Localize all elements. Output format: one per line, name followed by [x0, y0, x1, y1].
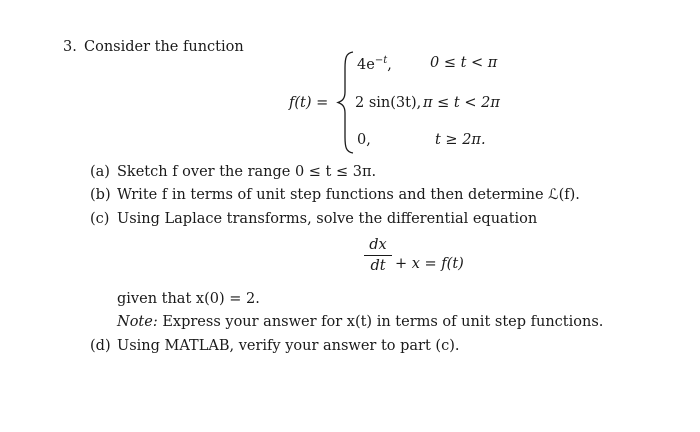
problem-intro: Consider the function: [84, 39, 244, 55]
note-text: Express your answer for x(t) in terms of unit step functions.: [162, 314, 604, 330]
note: [117, 313, 603, 331]
part-c-label: (c): [90, 211, 110, 227]
ode-rest: + x = f(t): [395, 256, 464, 272]
ode-numerator: dx: [369, 237, 387, 253]
case-1-expression: $4e^{-t}$,: [357, 55, 392, 73]
case-2-expression: 2 sin(3t),: [355, 95, 422, 111]
initial-condition: given that x(0) = 2.: [117, 291, 260, 307]
problem-number: 3.: [63, 39, 77, 55]
left-brace: [336, 50, 356, 155]
fraction-bar: [364, 255, 392, 256]
case-2-condition: π ≤ t < 2π: [423, 95, 500, 111]
case-3-expression: 0,: [357, 132, 371, 148]
part-d-text: Using MATLAB, verify your answer to part (c).: [117, 338, 460, 354]
part-b-label: (b): [90, 187, 111, 203]
function-lhs: f(t) =: [289, 95, 329, 111]
ode-denominator: dt: [370, 258, 386, 274]
part-d-label: (d): [90, 338, 111, 354]
part-a-label: (a): [90, 164, 110, 180]
ode-fraction: [364, 236, 392, 275]
case-3-condition: t ≥ 2π.: [435, 132, 486, 148]
part-c-text: Using Laplace transforms, solve the differential equation: [117, 211, 538, 227]
part-a-text: Sketch f over the range 0 ≤ t ≤ 3π.: [117, 164, 377, 180]
case-1-condition: 0 ≤ t < π: [430, 55, 498, 71]
note-label: Note:: [117, 314, 158, 330]
part-b-text: Write f in terms of unit step functions and then determine ℒ(f).: [117, 187, 580, 203]
